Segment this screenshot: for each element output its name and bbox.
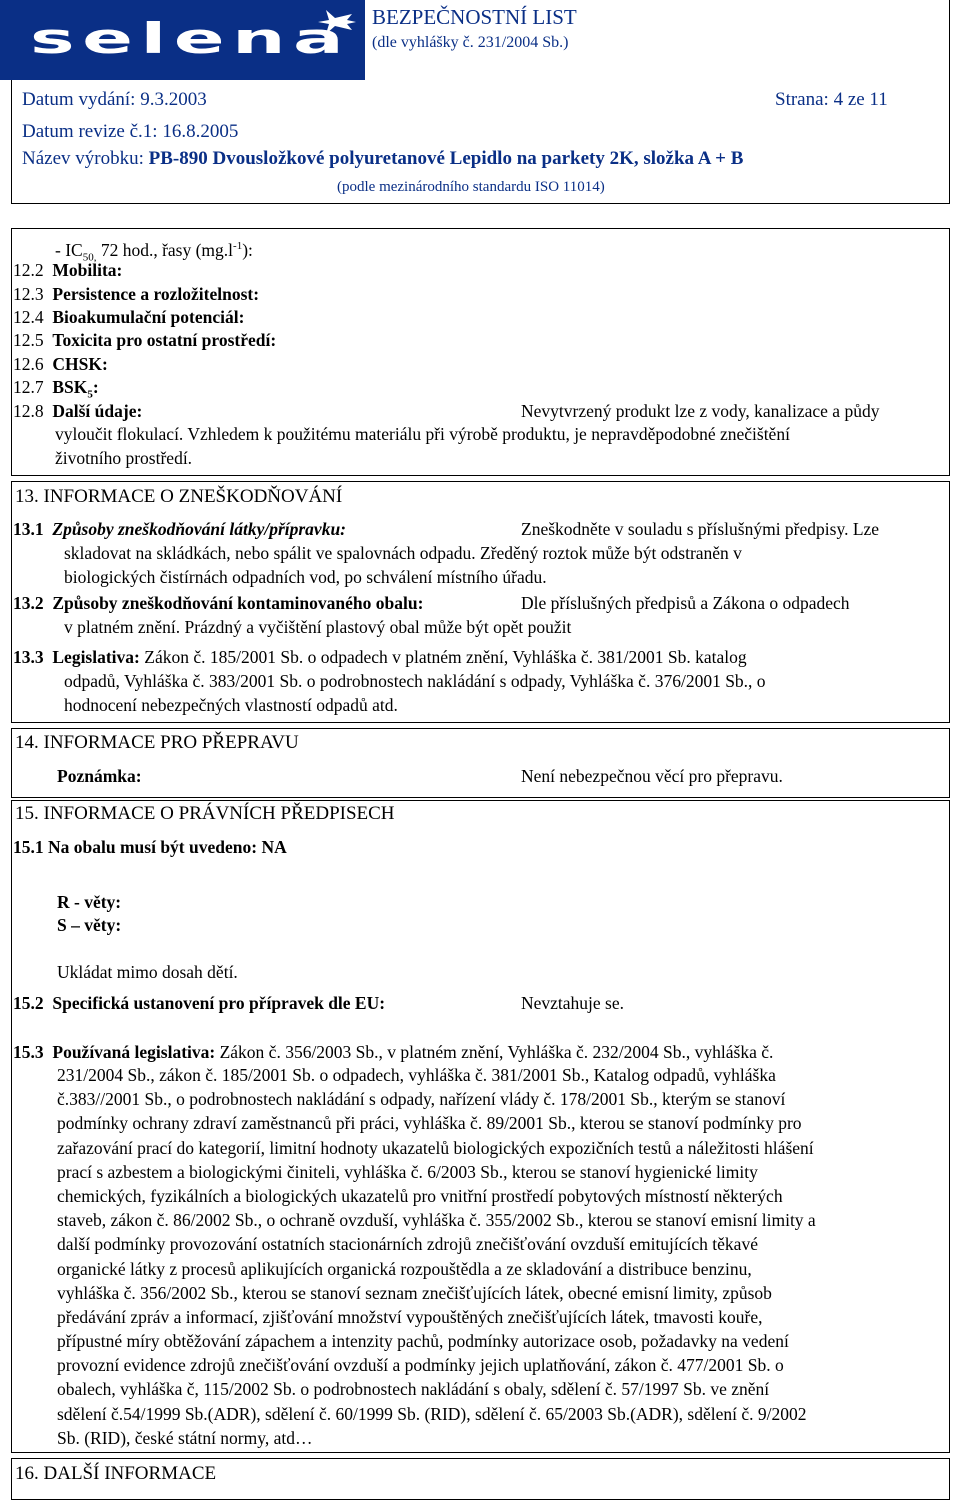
item-13-1-value: Zneškodněte v souladu s příslušnými předpisy. Lze (521, 519, 880, 539)
legislation-line: přípustné míry obtěžování zápachem a intenzity pachů, podmínky autorizace osob, požadavky na vedení (57, 1331, 789, 1352)
item-15-1: 15.1 Na obalu musí být uvedeno: NA (13, 837, 287, 857)
legislation-line: Sb. (RID), české státní normy, atd… (57, 1427, 313, 1448)
revision-date: Datum revize č.1: 16.8.2005 (22, 121, 239, 142)
item-13-2-line2: v platném znění. Prázdný a vyčištění plastový obal může být opět použit (64, 617, 572, 637)
item-13-3: 13.3 Legislativa: Zákon č. 185/2001 Sb. o odpadech v platném znění, Vyhláška č. 381/2001 Sb. katalog (13, 647, 747, 667)
legislation-line: chemických, fyzikálních a biologických ukazatelů pro vnitřní prostředí pobytových místností některých (57, 1185, 783, 1206)
item-15-2-value: Nevztahuje se. (521, 993, 625, 1013)
legislation-line: sdělení č.54/1999 Sb.(ADR), sdělení č. 60/1999 Sb. (RID), sdělení č. 65/2003 Sb.(ADR), sdělení č. 9/2002 (57, 1403, 807, 1424)
item-12-8-line2: vyloučit flokulací. Vzhledem k použitému materiálu při výrobě produktu, je nepravděpodobné znečištění (55, 424, 790, 444)
item-12-3: 12.3 Persistence a rozložitelnost: (13, 284, 260, 304)
item-13-2-value: Dle příslušných předpisů a Zákona o odpadech (521, 593, 850, 613)
product-name-line (22, 148, 743, 170)
legislation-line: předávání zpráv a informací, zjišťování množství vypouštěných znečišťujících látek, tmavosti kouře, (57, 1306, 763, 1327)
item-13-1-line3: biologických čistírnách odpadních vod, po schválení místního úřadu. (64, 567, 547, 587)
item-13-1: 13.1 Způsoby zneškodňování látky/přípravku: (13, 519, 347, 539)
item-12-8-value: Nevytvrzený produkt lze z vody, kanalizace a půdy (521, 401, 880, 421)
transport-note-label: Poznámka: (57, 766, 142, 786)
legislation-line: provozní evidence zdrojů znečišťování ovzduší a podmínky jejich uplatňování, zákon č. 477/2001 Sb. o (57, 1355, 784, 1376)
iso-standard: (podle mezinárodního standardu ISO 11014) (337, 179, 605, 195)
item-12-5: 12.5 Toxicita pro ostatní prostředí: (13, 330, 277, 350)
section-16-heading: 16. DALŠÍ INFORMACE (15, 1463, 217, 1484)
item-13-2: 13.2 Způsoby zneškodňování kontaminovaného obalu: (13, 593, 424, 613)
transport-note-value: Není nebezpečnou věcí pro přepravu. (521, 766, 783, 786)
document-title: BEZPEČNOSTNÍ LIST (372, 5, 577, 29)
item-12-8: 12.8 Další údaje: (13, 401, 143, 421)
legislation-line: podmínky ochrany zdraví zaměstnanců při práci, vyhláška č. 89/2001 Sb., kterou se stanoví podmínky pro (57, 1113, 802, 1134)
selena-logo (0, 0, 365, 80)
item-12-2: 12.2 Mobilita: (13, 260, 123, 280)
legislation-line: č.383//2001 Sb., o podrobnostech nakládání s odpady, nařízení vlády č. 178/2001 Sb., kterým se stanoví (57, 1089, 786, 1110)
item-13-3-line3: hodnocení nebezpečných vlastností odpadů atd. (64, 695, 398, 715)
item-15-2: 15.2 Specifická ustanovení pro přípravek dle EU: (13, 993, 386, 1013)
item-13-3-line2: odpadů, Vyhláška č. 383/2001 Sb. o podrobnostech nakládání s odpady, Vyhláška č. 376/2001 Sb., o (64, 671, 766, 691)
legislation-line: vyhláška č. 356/2002 Sb., kterou se stanoví seznam znečišťujících látek, obecné emisní limity, způsob (57, 1282, 772, 1303)
item-12-8-line3: životního prostředí. (55, 448, 193, 468)
r-phrases-label: R - věty: (57, 892, 122, 912)
legislation-line: organické látky z procesů aplikujících organická rozpouštědla a ze skladování a distribuce benzinu, (57, 1258, 752, 1279)
product-name: PB-890 Dvousložkové polyuretanové Lepidlo na parkety 2K, složka A + B (148, 148, 744, 169)
document-subtitle: (dle vyhlášky č. 231/2004 Sb.) (372, 34, 569, 51)
legislation-line: staveb, zákon č. 86/2002 Sb., o ochraně ovzduší, vyhláška č. 355/2002 Sb., kterou se stanoví emisní limity a (57, 1210, 816, 1231)
logo-text: selena (30, 14, 352, 64)
item-12-7: 12.7 $BSK_5$: (13, 377, 99, 401)
page-number: Strana: 4 ze 11 (775, 89, 888, 110)
item-13-1-line2: skladovat na skládkách, nebo spálit ve spalovnách odpadu. Zředěný roztok může být odstraněn v (64, 543, 742, 563)
product-label: Název výrobku: (22, 148, 149, 169)
legislation-line: obalech, vyhláška č, 115/2002 Sb. o podrobnostech nakládání s obaly, sdělení č. 57/1997 Sb. ve znění (57, 1379, 770, 1400)
legislation-line: zařazování prací do kategorií, limitní hodnoty ukazatelů biologických expozičních testů a náležitosti hlášení (57, 1137, 814, 1158)
storage-phrase: Ukládat mimo dosah dětí. (57, 962, 238, 982)
s-phrases-label: S – věty: (57, 915, 122, 935)
section-15-heading: 15. INFORMACE O PRÁVNÍCH PŘEDPISECH (15, 803, 395, 824)
item-12-6: 12.6 CHSK: (13, 354, 108, 374)
legislation-line: další podmínky provozování ostatních stacionárních zdrojů znečišťování ovzduší emitujících těkavé (57, 1234, 758, 1255)
legislation-text (57, 1065, 816, 1452)
item-12-4: 12.4 Bioakumulační potenciál: (13, 307, 245, 327)
issue-date: Datum vydání: 9.3.2003 (22, 89, 207, 110)
ic50-line: - $IC_{50,}$ 72 hod., řasy $(mg.l^{-1})$: (55, 239, 253, 264)
item-15-3: 15.3 Používaná legislativa: Zákon č. 356/2003 Sb., v platném znění, Vyhláška č. 232/2004 Sb., vyhláška č. (13, 1042, 774, 1062)
legislation-line: prací s azbestem a biologickými činiteli, vyhláška č. 6/2003 Sb., kterou se stanoví hygienické limity (57, 1161, 758, 1182)
section-13-heading: 13. INFORMACE O ZNEŠKODŇOVÁNÍ (15, 486, 343, 507)
legislation-line: 231/2004 Sb., zákon č. 185/2001 Sb. o odpadech, vyhláška č. 381/2001 Sb., Katalog odpadů, vyhláška (57, 1065, 776, 1085)
section-14-heading: 14. INFORMACE PRO PŘEPRAVU (15, 732, 299, 753)
